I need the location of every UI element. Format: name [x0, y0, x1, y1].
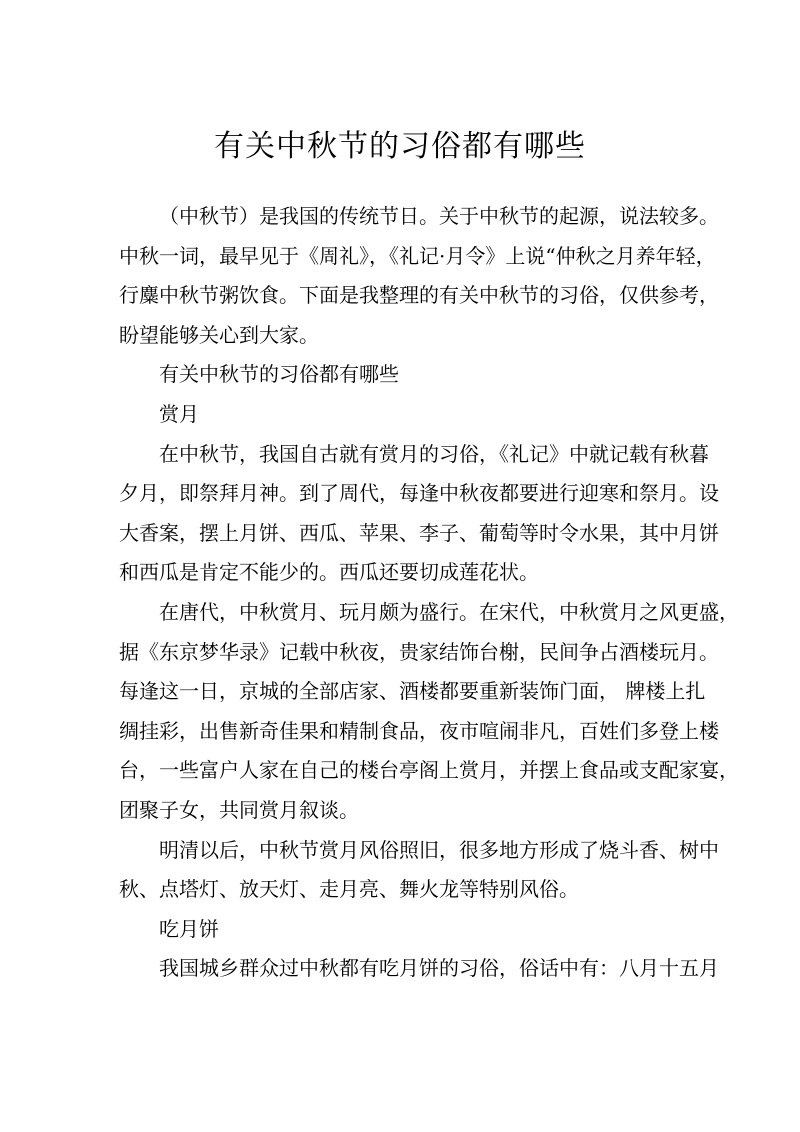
paragraph-line: 每逢这一日，京城的全部店家、酒楼都要重新装饰门面， 牌楼上扎: [119, 679, 706, 704]
paragraph-line: 团聚子女，共同赏月叙谈。: [119, 797, 359, 822]
paragraph-line: 秋、点塔灯、放天灯、走月亮、舞火龙等特别风俗。: [119, 877, 579, 902]
paragraph-line: 在唐代，中秋赏月、玩月颇为盛行。在宋代，中秋赏月之风更盛，: [159, 599, 739, 624]
paragraph-line: 和西瓜是肯定不能少的。西瓜还要切成莲花状。: [119, 560, 539, 585]
section-heading: 赏月: [159, 401, 199, 426]
paragraph-line: 盼望能够关心到大家。: [119, 322, 319, 347]
paragraph-line: 在中秋节，我国自古就有赏月的习俗，《礼记》中就记载有秋暮: [159, 441, 709, 466]
paragraph-line: 据《东京梦华录》记载中秋夜，贵家结饰台榭，民间争占酒楼玩月。: [119, 639, 719, 664]
paragraph-line: 大香案，摆上月饼、西瓜、苹果、李子、葡萄等时令水果，其中月饼: [119, 520, 719, 545]
paragraph-line: 台，一些富户人家在自己的楼台亭阁上赏月，并摆上食品或支配家宴，: [119, 758, 739, 783]
paragraph-line: 我国城乡群众过中秋都有吃月饼的习俗，俗话中有：八月十五月: [159, 956, 719, 981]
paragraph-line: 夕月，即祭拜月神。到了周代，每逢中秋夜都要进行迎寒和祭月。设: [119, 481, 719, 506]
paragraph-line: 中秋一词，最早见于《周礼》，《礼记·月令》上说“仲秋之月养年轻，: [119, 243, 716, 268]
paragraph-line: 行麋中秋节粥饮食。下面是我整理的有关中秋节的习俗，仅供参考，: [119, 283, 719, 308]
paragraph-line: 绸挂彩，出售新奇佳果和精制食品，夜市喧闹非凡，百姓们多登上楼: [119, 718, 719, 743]
paragraph-line: （中秋节）是我国的传统节日。关于中秋节的起源，说法较多。: [159, 204, 719, 228]
paragraph-line: 明清以后，中秋节赏月风俗照旧，很多地方形成了烧斗香、树中: [159, 837, 719, 862]
paragraph: [119, 949, 719, 989]
document-title: 有关中秋节的习俗都有哪些: [214, 129, 586, 164]
paragraph: [119, 197, 719, 355]
section-heading: 有关中秋节的习俗都有哪些: [159, 362, 399, 387]
section-heading: 吃月饼: [159, 916, 219, 941]
paragraph: [119, 593, 739, 831]
document-body: [119, 197, 739, 989]
paragraph: [119, 831, 719, 910]
paragraph: [119, 435, 719, 593]
